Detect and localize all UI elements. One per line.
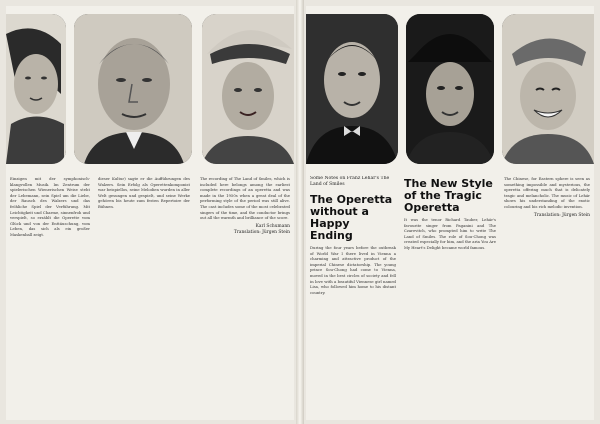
body-text: Einzigen mit der symphonisch-klangvollen Musik. Im Zentrum der spielerischen Wienerischen Weise steht der Lebemann, sein Spiel um die Liebe, der Rausch des Walzers und das fröhliche Spiel der Verführung. Mit Leichtigkeit und Charme, sinnenfroh und verspielt, so erzählt die Operette vom Glück und von der Enttäuschung, vom Leben, das sich als ein großer Maskenball zeigt.: [10, 176, 90, 237]
text-column-2: [404, 176, 496, 254]
translation-credit: Translation: Jürgen Stein: [533, 212, 590, 218]
signature: Karl Schumann: [255, 223, 290, 229]
text-column-2: [98, 176, 190, 213]
article-caption: Some Notes on Franz Lehár's The Land of Smiles: [310, 176, 390, 187]
body-text: The Chinese, for Eastern sphere is seen as something impossible and mysterious, the operetta offering much that is delicately tragic and melancholic. The music of Lehár shows his understanding of the exotic colouring and his rich melodic invention.: [504, 176, 590, 209]
photo-woman-smiling-cap: [502, 14, 594, 164]
heading-operetta-without-happy-ending: The Operetta without a Happy Ending: [310, 193, 393, 242]
text-column-3: [504, 176, 590, 219]
translation-credit: Translation: Jürgen Stein: [233, 229, 290, 235]
photo-man-bow-tie: [306, 14, 398, 164]
body-text: dieser Kultur) sagte er die Aufführungen des Walzers. Sein Erfolg als Operettenkomponist war beispiellos, seine Melodien wurden in aller Welt gesungen und gespielt, und seine Werke gehören bis heute zum festen Repertoire der Bühnen.: [98, 176, 190, 209]
body-text: During the four years before the outbreak of World War I there lived in Vienna a charming and attractive product of the imperial Chinese dictatorship. The young prince Sou-Chong had come to Vienna, moved in the best circles of society and fell in love with a beautiful Viennese girl named Lisa, who followed him home to his distant country.: [310, 245, 396, 295]
photo-man-dark-hat: [406, 14, 494, 164]
book-spine: [296, 0, 304, 424]
photo-woman-dark-hair: [6, 14, 66, 164]
right-page: [306, 6, 594, 420]
body-text: It was the tenor Richard Tauber, Lehár's favourite singer from Paganini and The Czarevitch, who prompted him to write The Land of Smiles. The role of Sou-Chong was created especially for him, and the aria You Are My Heart's Delight became world famous.: [404, 217, 496, 250]
body-text: The recording of The Land of Smiles, which is included here belongs among the earliest complete recordings of an operetta and was made in the 1950s when a great deal of the performing style of the period was still alive. The cast includes some of the most celebrated singers of the time, and the conductor brings out all the warmth and brilliance of the score.: [200, 176, 290, 221]
text-column-1: [10, 176, 90, 241]
left-page: [6, 6, 294, 420]
text-column-3: [200, 176, 290, 236]
heading-new-style-tragic-operetta: The New Style of the Tragic Operetta: [404, 177, 493, 214]
text-column-1: [310, 176, 396, 298]
photo-balding-man: [74, 14, 192, 164]
photo-woman-feathered-hat: [202, 14, 294, 164]
